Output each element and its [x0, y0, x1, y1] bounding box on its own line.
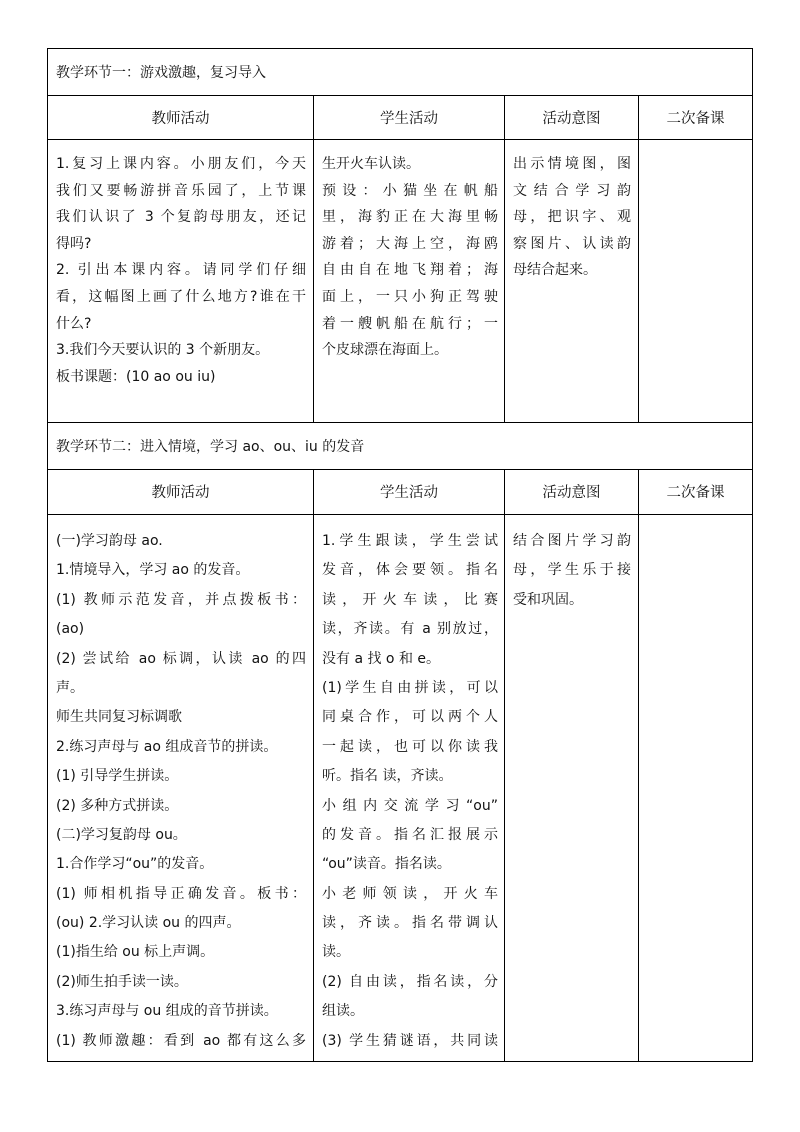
section1-student-cell	[322, 151, 498, 364]
text-line: 面上，一只小狗正驾驶	[322, 288, 498, 305]
text-line: 2.练习声母与 ao 组成音节的拼读。	[56, 738, 278, 755]
text-line: 里，海豹正在大海里畅	[322, 209, 498, 226]
section1-title: 教学环节一：游戏激趣，复习导入	[56, 65, 266, 81]
text-line: 母，把识字、观	[513, 209, 631, 226]
column-divider	[504, 469, 505, 1062]
text-line: (ao)	[56, 621, 85, 638]
header-second-preparation: 二次备课	[666, 111, 725, 127]
header-activity-intent: 活动意图	[542, 111, 601, 127]
text-line: 游着；大海上空，海鸥	[322, 235, 498, 252]
text-line: 个皮球漂在海面上。	[322, 342, 448, 359]
text-line: (ou) 2.学习认读 ou 的四声。	[56, 915, 241, 932]
text-line: 结合图片学习韵	[513, 533, 631, 549]
table-border-top	[47, 48, 753, 49]
text-line: 组读。	[322, 1003, 364, 1020]
row-divider	[47, 422, 753, 423]
table-border-right	[752, 48, 753, 1062]
column-divider	[313, 469, 314, 1062]
text-line: 看，这幅图上画了什么地方?谁在干	[56, 288, 306, 305]
table-border-left	[47, 48, 48, 1062]
text-line: 声。	[56, 679, 84, 696]
text-line: 发音，体会要领。指名	[322, 562, 498, 579]
text-line: 母结合起来。	[513, 262, 597, 279]
text-line: 板书课题：(10 ao ou iu)	[56, 368, 216, 385]
section1-teacher-cell	[56, 151, 306, 390]
text-line: 预设：小猫坐在帆船	[322, 182, 498, 199]
text-line: 听。指名 读，齐读。	[322, 768, 453, 785]
header-teacher-activity: 教师活动	[151, 111, 210, 127]
text-line: 3.练习声母与 ou 组成的音节拼读。	[56, 1003, 278, 1020]
text-line: (1) 引导学生拼读。	[56, 768, 179, 785]
row-divider	[47, 139, 753, 140]
text-line: (1) 教师激趣：看到 ao 都有这么多	[56, 1032, 306, 1049]
text-line: 1.复习上课内容。小朋友们，今天	[56, 156, 306, 172]
header-teacher-activity: 教师活动	[151, 485, 210, 501]
text-line: (1)指生给 ou 标上声调。	[56, 944, 215, 961]
text-line: 师生共同复习标调歌	[56, 709, 182, 726]
text-line: (2)师生拍手读一读。	[56, 973, 188, 990]
text-line: (1)学生自由拼读，可以	[322, 679, 498, 696]
table-border-bottom	[47, 1061, 753, 1062]
header-activity-intent: 活动意图	[542, 485, 601, 501]
text-line: 我们又要畅游拼音乐园了，上节课	[56, 182, 306, 199]
text-line: 出示情境图，图	[513, 156, 631, 172]
text-line: 1.情境导入，学习 ao 的发音。	[56, 562, 250, 579]
header-second-preparation: 二次备课	[666, 485, 725, 501]
text-line: 我们认识了 3 个复韵母朋友，还记	[56, 209, 306, 226]
header-student-activity: 学生活动	[380, 111, 438, 127]
text-line: 同桌合作，可以两个人	[322, 709, 498, 726]
text-line: (一)学习韵母 ao.	[56, 533, 163, 549]
row-divider	[47, 469, 753, 470]
text-line: 得吗?	[56, 235, 92, 252]
text-line: 读，齐读。指名带调认	[322, 915, 498, 932]
text-line: (1) 师相机指导正确发音。板书：	[56, 885, 306, 902]
row-divider	[47, 514, 753, 515]
text-line: 一起读，也可以你读我	[322, 738, 498, 755]
column-divider	[638, 95, 639, 423]
section1-intent-cell	[513, 151, 631, 284]
text-line: 读，齐读。有 a 别放过，	[322, 621, 498, 638]
text-line: 母，学生乐于接	[513, 562, 631, 579]
text-line: 文结合学习韵	[513, 182, 631, 199]
section2-teacher-cell	[56, 527, 306, 1056]
text-line: 读，开火车读，比赛	[322, 591, 498, 608]
text-line: 读。	[322, 944, 350, 961]
text-line: 受和巩固。	[513, 591, 583, 608]
section2-title: 教学环节二：进入情境，学习 ao、ou、iu 的发音	[56, 439, 365, 455]
text-line: 什么?	[56, 315, 92, 332]
text-line: (2) 尝试给 ao 标调，认读 ao 的四	[56, 650, 306, 667]
column-divider	[638, 469, 639, 1062]
text-line: (2) 自由读，指名读，分	[322, 973, 498, 990]
text-line: 生开火车认读。	[322, 156, 420, 172]
text-line: “ou”读音。指名读。	[322, 856, 451, 873]
text-line: (二)学习复韵母 ou。	[56, 826, 187, 843]
text-line: (1) 教师示范发音，并点拨板书：	[56, 591, 306, 608]
text-line: 没有 a 找 o 和 e。	[322, 650, 441, 667]
text-line: 小老师领读，开火车	[322, 885, 498, 902]
row-divider	[47, 95, 753, 96]
text-line: 的发音。指名汇报展示	[322, 826, 498, 843]
text-line: 小组内交流学习“ou”	[322, 797, 498, 814]
text-line: 自由自在地飞翔着；海	[322, 262, 498, 279]
header-student-activity: 学生活动	[380, 485, 438, 501]
section2-intent-cell	[513, 527, 631, 615]
column-divider	[504, 95, 505, 423]
text-line: (3) 学生猜谜语，共同读	[322, 1032, 498, 1049]
text-line: 3.我们今天要认识的 3 个新朋友。	[56, 342, 270, 359]
text-line: 2. 引出本课内容。请同学们仔细	[56, 262, 306, 279]
text-line: (2) 多种方式拼读。	[56, 797, 179, 814]
text-line: 着一艘帆船在航行；一	[322, 315, 498, 332]
text-line: 1.合作学习“ou”的发音。	[56, 856, 214, 873]
text-line: 1.学生跟读，学生尝试	[322, 533, 498, 549]
section2-student-cell	[322, 527, 498, 1056]
text-line: 察图片、认读韵	[513, 235, 631, 252]
column-divider	[313, 95, 314, 423]
